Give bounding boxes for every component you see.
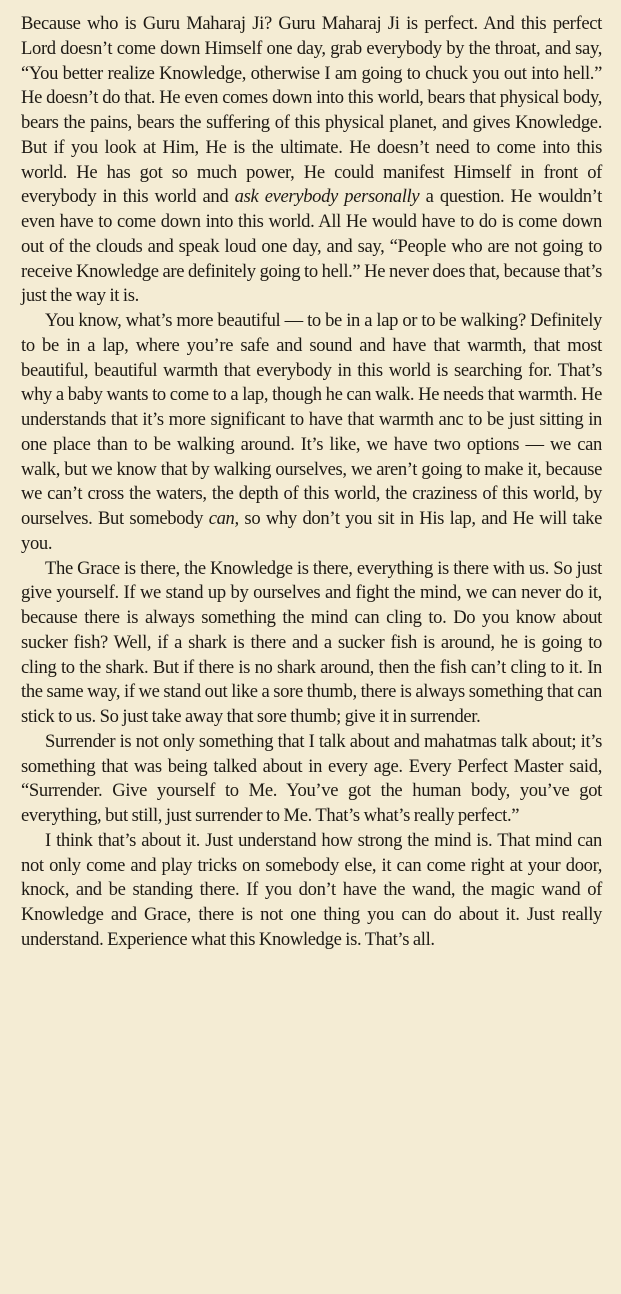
paragraph-closing <box>21 829 602 953</box>
text-run: so why don’t you sit in His lap, and He will take you. <box>21 508 602 554</box>
text-run: You know, what’s more beautiful — to be in a lap or to be walking? Definitely to be in a lap, where you’re safe and sound and have that warmth, that most beautiful, beautiful warmth that everybody in this world is searching for. That’s why a baby wants to come to a lap, though he can walk. He needs that warmth. He understands that it’s more significant to have that warmth anc to be just sitting in one place than to be walking around. It’s like, we have two options — we can walk, but we know that by walking ourselves, we aren’t going to make it, because we can’t cross the waters, the depth of this world, the craziness of this world, by ourselves. But somebody <box>21 310 602 529</box>
article-body <box>21 12 602 953</box>
paragraph-guru-perfect <box>21 12 602 309</box>
italic-text-run: ask everybody personally <box>234 186 420 208</box>
paragraph-surrender <box>21 730 602 829</box>
italic-text-run: can, <box>208 508 239 529</box>
text-run: I think that’s about it. Just understand how strong the mind is. That mind can not only come and play tricks on somebody else, it can come right at your door, knock, and be standing there. If you don’t have the wand, the magic wand of Knowledge and Grace, there is not one thing you can do about it. Just really understand. Experience what this Knowledge is. That’s all. <box>21 829 602 950</box>
paragraph-lap-or-walking <box>21 309 602 557</box>
text-run: The Grace is there, the Knowledge is there, everything is there with us. So just give yourself. If we stand up by ourselves and fight the mind, we can never do it, because there is always something the mind can cling to. Do you know about sucker fish? Well, if a shark is there and a sucker fish is around, he is going to cling to the shark. But if there is no shark around, then the fish can’t cling to it. In the same way, if we stand out like a sore thumb, there is always something that can stick to us. So just take away that sore thumb; give it in surrender. <box>21 557 602 727</box>
text-run: Surrender is not only something that I talk about and mahatmas talk about; it’s something that was being talked about in every age. Every Perfect Master said, “Surrender. Give yourself to Me. You’ve got the human body, you’ve got everything, but still, just surrender to Me. That’s what’s really perfect.” <box>21 730 602 826</box>
text-run: Because who is Guru Maharaj Ji? Guru Maharaj Ji is perfect. And this perfect Lord doesn’t come down Himself one day, grab everybody by the throat, and say, “You better realize Knowledge, otherwise I am going to chuck you out into hell.” He doesn’t do that. He even comes down into this world, bears that physical body, bears the pains, bears the suffering of this physical planet, and gives Knowledge. But if you look at Him, He is the ultimate. He doesn’t need to come into this world. He has got so much power, He could manifest Himself in front of everybody in this world and <box>21 13 602 208</box>
text-run: a question. He wouldn’t even have to come down into this world. All He would have to do is come down out of the clouds and speak loud one day, and say, “People who are not going to receive Knowledge are definitely going to hell.” He never does that, because that’s just the way it is. <box>21 186 602 307</box>
paragraph-grace-and-sucker-fish <box>21 557 602 730</box>
